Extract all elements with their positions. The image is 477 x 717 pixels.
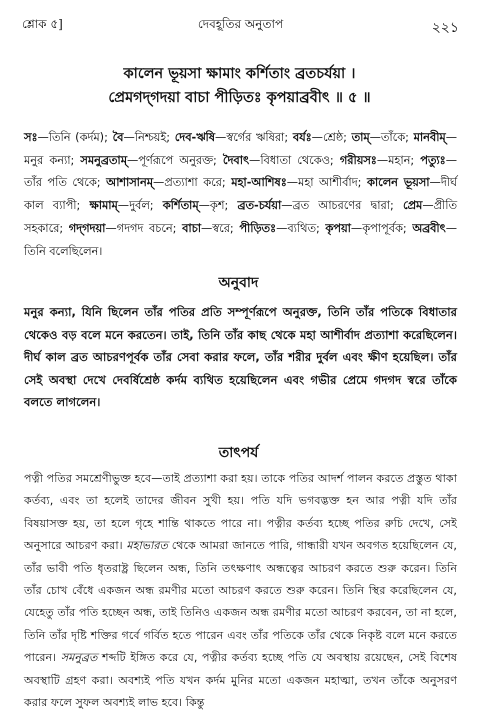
synonym-meaning: —তিনি (কর্দম); bbox=[37, 131, 113, 144]
synonym-term: মানবীম্ bbox=[413, 131, 446, 144]
synonym-meaning: —প্রত্যাশা করে; bbox=[152, 176, 232, 190]
translation-heading: অনুবাদ bbox=[218, 275, 259, 291]
synonym-meaning: —দীর্ঘ কাল ব্যাপী; bbox=[24, 176, 457, 213]
synonym-term: সমনুব্রতাম্ bbox=[80, 153, 127, 167]
sanskrit-verse bbox=[20, 62, 459, 110]
purport-run: পত্নী পতির সমশ্রেণীভুক্ত হবে—তাই প্রত্যাশা করা হয়। তাকে পতির আদর্শ পালন করতে প্রস্তুত থাকা কর্তব্য, এবং তা হলেই তাদের জীবন সুখী হয়। পতি যদি ভগবদ্ভক্ত হন আর পত্নী যদি তাঁর বিষয়াসক্ত হয়, তা হলে গৃহে শান্তি থাকতে পারে না। পত্নীর কর্তব্য হচ্ছে পতির রুচি দেখে, সেই অনুসারে আচরণ করা। bbox=[24, 472, 457, 553]
verse-reference: শ্লোক ৫] bbox=[22, 17, 63, 31]
synonym-meaning: —শ্রেষ্ঠ; bbox=[311, 131, 352, 144]
synonym-meaning: —মহা আশীর্বাদ; bbox=[286, 176, 367, 190]
translation-text: মনুর কন্যা, যিনি ছিলেন তাঁর পতির প্রতি সম্পূর্ণরূপে অনুরক্ত, তিনি তাঁর পতিকে বিধাতার থেকেও বড় বলে মনে করতেন। তাই, তিনি তাঁর কাছ থেকে মহা আশীর্বাদ প্রত্যাশা করেছিলেন। দীর্ঘ কাল ব্রত আচরণপূর্বক তাঁর সেবা করার ফলে, তাঁর শরীর দুর্বল এবং ক্ষীণ হয়েছিল। তাঁর সেই অবস্থা দেখে দেবর্ষিশ্রেষ্ঠ কর্দম ব্যথিত হয়েছিলেন এবং গভীর প্রেমে গদগদ স্বরে তাঁকে বলতে লাগলেন। bbox=[24, 305, 457, 409]
synonym-meaning: —স্বর্গের ঋষিরা; bbox=[215, 131, 293, 144]
synonym-meaning: —বিধাতা থেকেও; bbox=[249, 153, 340, 167]
synonym-meaning: —পূর্ণরূপে অনুরক্ত; bbox=[126, 153, 223, 167]
purport-emphasis: মহাভারত bbox=[126, 539, 168, 553]
synonym-term: তাম্ bbox=[351, 131, 370, 144]
synonym-term: ব্রত-চর্যয়া bbox=[237, 199, 282, 213]
synonym-meaning: —কৃপাপূর্বক; bbox=[350, 221, 413, 235]
verse-line-1: কালেন ভূয়সা ক্ষামাং কর্শিতাং ব্রতচর্যয়া । bbox=[123, 65, 356, 82]
purport-heading: তাৎপর্য bbox=[218, 445, 259, 461]
synonym-term: পীড়িতঃ bbox=[239, 221, 277, 235]
page-number: ২২১ bbox=[431, 20, 459, 36]
synonym-term: সঃ bbox=[24, 131, 38, 144]
synonym-meaning: —তাঁর পতি থেকে; bbox=[24, 153, 458, 190]
synonym-term: অব্রবীৎ bbox=[412, 221, 446, 235]
synonym-meaning: —তিনি বলেছিলেন। bbox=[24, 221, 458, 258]
synonym-term: বর্যঃ bbox=[292, 131, 312, 144]
synonym-term: কালেন ভূয়সা bbox=[366, 176, 430, 190]
synonym-meaning: —দুর্বল; bbox=[117, 199, 163, 213]
synonym-term: দেব-ঋষি bbox=[174, 131, 216, 144]
synonym-meaning: —কৃশ; bbox=[198, 199, 238, 213]
purport-run: থেকে আমরা জানতে পারি, গান্ধারী যখন অবগত হয়েছিলেন যে, তাঁর ভাবী পতি ধৃতরাষ্ট্র ছিলেন অন্ধ, তিনি তৎক্ষণাৎ অন্ধত্বের আচরণ করতে শুরু করেন। তিনি তাঁর চোখ বেঁধে একজন অন্ধ রমণীর মতো আচরণ করতে শুরু করেন। তিনি স্থির করেছিলেন যে, যেহেতু তাঁর পতি হচ্ছেন অন্ধ, তাই তিনিও একজন অন্ধ রমণীর মতো আচরণ করবেন, তা না হলে, তিনি তাঁর দৃষ্টি শক্তির গর্বে গর্বিত হতে পারেন এবং তাঁর পতিকে তাঁর থেকে নিকৃষ্ট বলে মনে করতে পারেন। bbox=[24, 539, 457, 665]
synonym-term: বাচা bbox=[182, 221, 201, 235]
synonym-term: বৈ bbox=[112, 131, 124, 144]
word-for-word-synonyms bbox=[24, 127, 457, 263]
synonym-meaning: —মনুর কন্যা; bbox=[24, 131, 457, 167]
purport-emphasis: সমনুব্রত bbox=[60, 651, 98, 665]
synonym-meaning: —ব্যথিত; bbox=[276, 221, 326, 235]
synonym-term: কৃপয়া bbox=[325, 221, 351, 235]
verse-line-2: প্রেমগদ্‌গদয়া বাচা পীড়িতঃ কৃপয়াব্রবীৎ ॥ ৫ ॥ bbox=[108, 89, 371, 106]
running-head bbox=[22, 16, 459, 34]
synonym-term: পত্যুঃ bbox=[420, 153, 446, 167]
purport-text bbox=[24, 468, 457, 714]
synonym-meaning: —নিশ্চয়ই; bbox=[123, 131, 175, 144]
synonym-meaning: —স্বরে; bbox=[201, 221, 240, 235]
synonym-meaning: —ব্রত আচরণের দ্বারা; bbox=[281, 199, 404, 213]
synonym-term: গরীয়সঃ bbox=[339, 153, 377, 167]
synonym-meaning: —প্রীতি সহকারে; bbox=[24, 199, 457, 235]
synonym-meaning: —গদগদ বচনে; bbox=[105, 221, 183, 235]
synonym-term: কর্শিতাম্ bbox=[162, 199, 199, 213]
synonym-term: প্রেম bbox=[403, 199, 423, 213]
synonym-term: আশাসানম্ bbox=[106, 176, 153, 190]
synonym-term: মহা-আশিষঃ bbox=[231, 176, 287, 190]
synonym-term: ক্ষামাম্ bbox=[89, 199, 118, 213]
synonym-meaning: —তাঁকে; bbox=[369, 131, 414, 144]
synonym-term: দৈবাৎ bbox=[222, 153, 250, 167]
purport-run: শব্দটি ইঙ্গিত করে যে, পত্নীর কর্তব্য হচ্ছে পতি যে অবস্থায় রয়েছেন, সেই বিশেষ অবস্থাটি গ্রহণ করা। অবশ্যই পতি যখন কর্দম মুনির মতো একজন মহাত্মা, তখন তাঁকে অনুসরণ করার ফলে সুফল অবশ্যই লাভ হবে। কিন্তু bbox=[24, 651, 457, 710]
synonym-term: গদ্‌গদয়া bbox=[68, 221, 106, 235]
synonym-meaning: —মহান; bbox=[376, 153, 421, 167]
chapter-title: দেবহূতির অনুতাপ bbox=[197, 17, 284, 31]
